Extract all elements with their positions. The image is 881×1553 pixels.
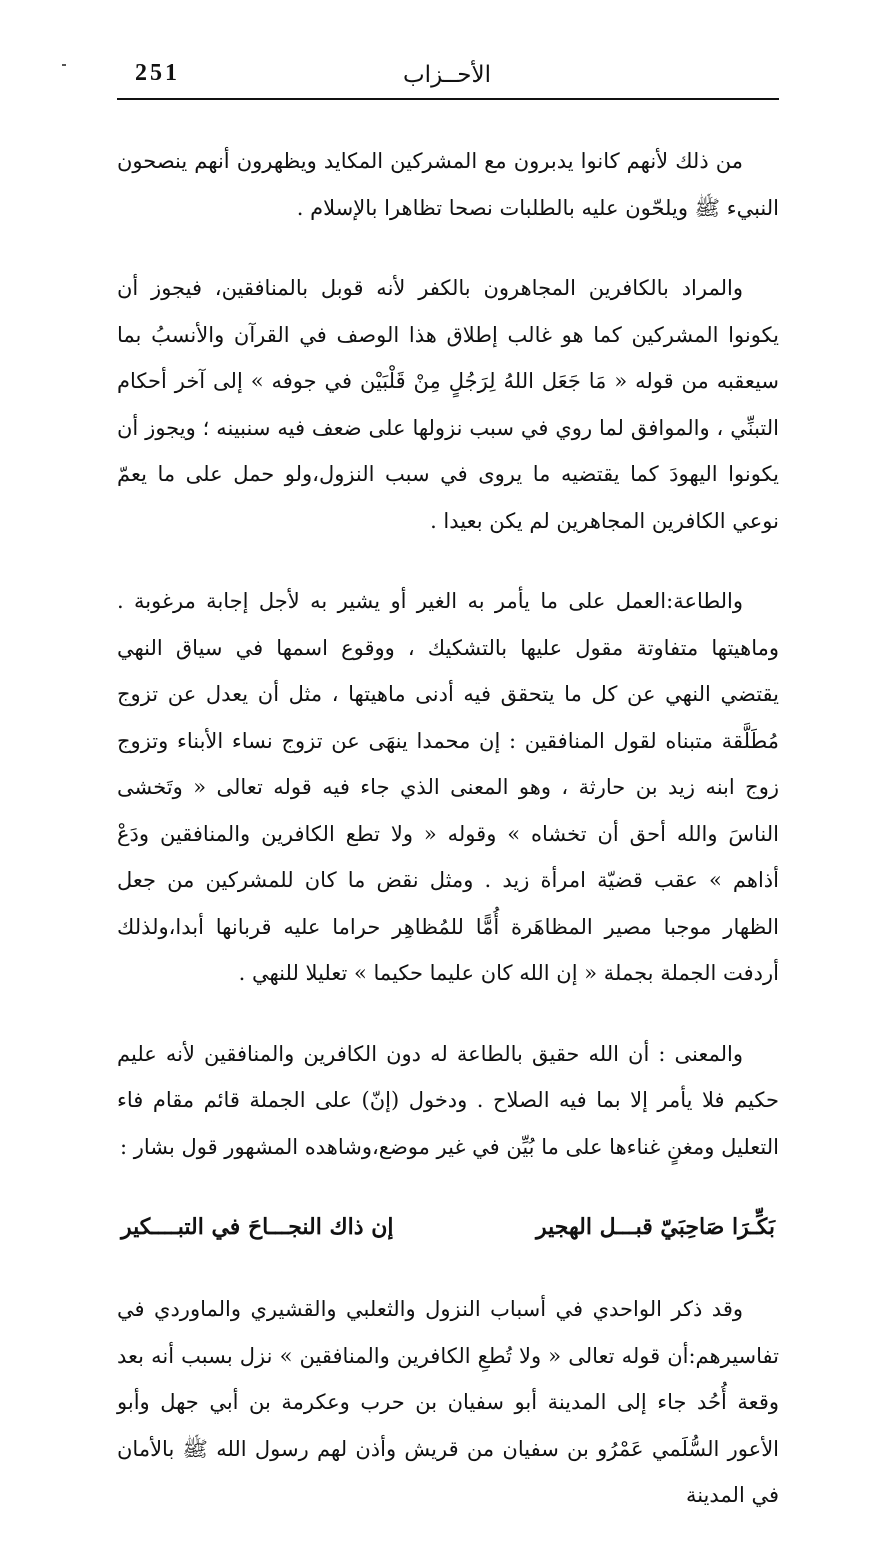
page-header (117, 58, 779, 100)
poetry-verse (117, 1204, 779, 1250)
page-number: 251 (135, 60, 180, 86)
verse-second-hemistich: إن ذاك النجـــاحَ في التبــــكير (121, 1214, 394, 1240)
paragraph-3: والطاعة:العمل على ما يأمر به الغير أو يشير به لأجل إجابة مرغوبة . وماهيتها متفاوتة مقول عليها بالتشكيك ، ووقوع اسمها في سياق النهي يقتضي النهي عن كل ما يتحقق فيه أدنى ماهيتها ، مثل أن يعدل عن تزوج مُطَلَّقة متبناه لقول المنافقين : إن محمدا ينهَى عن تزوج نساء الأبناء وتزوج زوج ابنه زيد بن حارثة ، وهو المعنى الذي جاء فيه قوله تعالى « وتَخشى الناسَ والله أحق أن تخشاه » وقوله « ولا تطع الكافرين والمنافقين ودَعْ أذاهم » عقب قضيّة امرأة زيد . ومثل نقض ما كان للمشركين من جعل الظهار موجبا مصير المظاهَرة أُمًّا للمُظاهِر حراما عليه قربانها أبدا،ولذلك أردفت الجملة بجملة « إن الله كان عليما حكيما » تعليلا للنهي . (117, 589, 779, 985)
paragraph-1: من ذلك لأنهم كانوا يدبرون مع المشركين المكايد ويظهرون أنهم ينصحون النبيء ﷺ ويلحّون عليه بالطلبات نصحا تظاهرا بالإسلام . (117, 149, 779, 220)
page-body (117, 138, 779, 1553)
paragraph-4: والمعنى : أن الله حقيق بالطاعة له دون الكافرين والمنافقين لأنه عليم حكيم فلا يأمر إلا بما فيه الصلاح . ودخول (إنّ) على الجملة قائم مقام فاء التعليل ومغنٍ غناءها على ما بُيِّن في غير موضع،وشاهده المشهور قول بشار : (117, 1041, 779, 1159)
header-rule (117, 98, 779, 100)
paragraph-2: والمراد بالكافرين المجاهرون بالكفر لأنه قوبل بالمنافقين، فيجوز أن يكونوا المشركين كما هو غالب إطلاق هذا الوصف في القرآن والأنسبُ بما سيعقبه من قوله « مَا جَعَل اللهُ لِرَجُلٍ مِنْ قَلْبَيْن في جوفه » إلى آخر أحكام التبنِّي ، والموافق لما روي في سبب نزولها على ضعف فيه سنبينه ؛ ويجوز أن يكونوا اليهودَ كما يقتضيه ما يروى في سبب النزول،ولو حمل على ما يعمّ نوعي الكافرين المجاهرين لم يكن بعيدا . (117, 276, 779, 533)
paragraph-5: وقد ذكر الواحدي في أسباب النزول والثعلبي والقشيري والماوردي في تفاسيرهم:أن قوله تعالى « ولا تُطعِ الكافرين والمنافقين » نزل بسبب أنه بعد وقعة أُحُد جاء إلى المدينة أبو سفيان بن حرب وعكرمة بن أبي جهل وأبو الأعور السُّلَمي عَمْرُو بن سفيان من قريش وأذن لهم رسول الله ﷺ بالأمان في المدينة (117, 1297, 779, 1507)
scan-speck (62, 64, 66, 66)
verse-first-hemistich: بَكِّـرَا صَاحِبَيّ قبـــل الهجير (536, 1214, 775, 1240)
running-title: الأحــزاب (403, 62, 491, 88)
